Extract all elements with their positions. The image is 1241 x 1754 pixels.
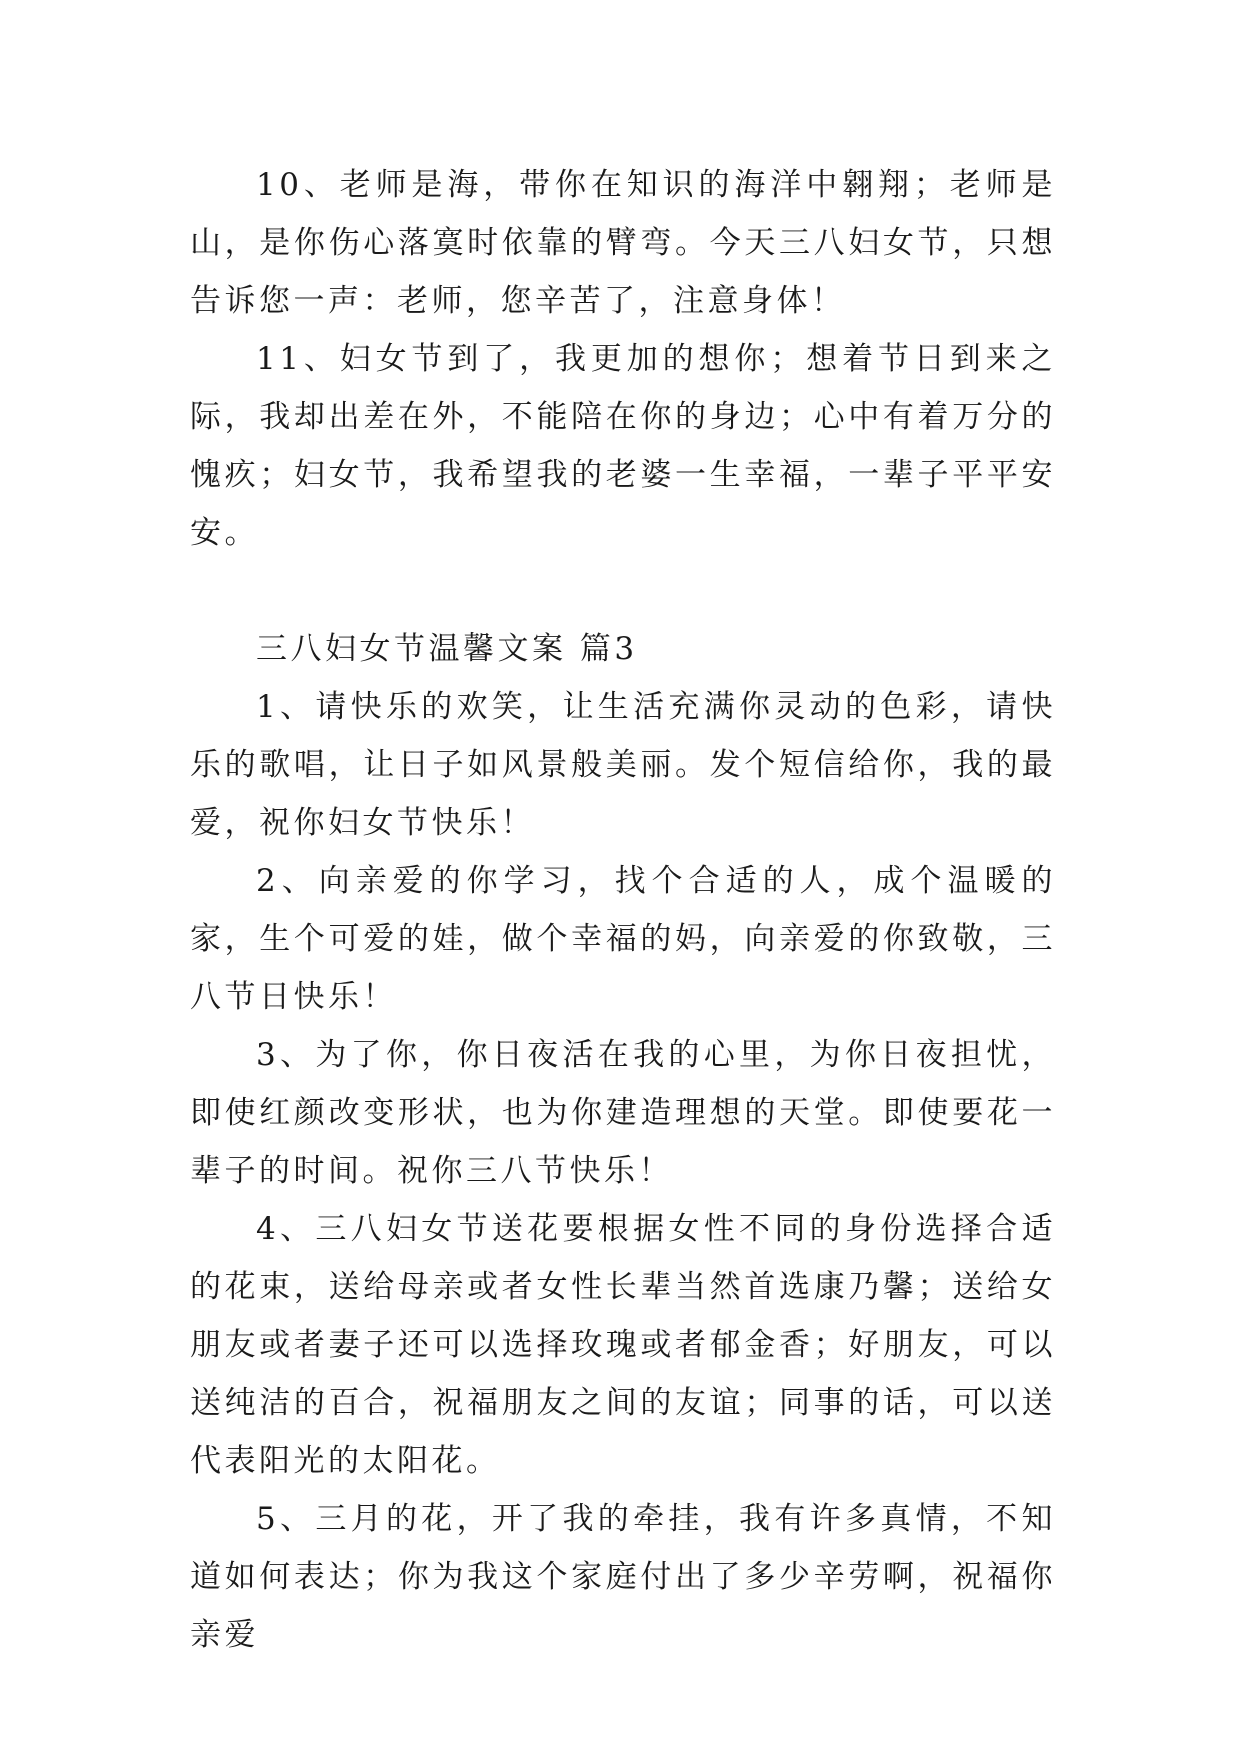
paragraph-10: 10、老师是海，带你在知识的海洋中翱翔；老师是山，是你伤心落寞时依靠的臂弯。今天三八妇女节，只想告诉您一声：老师，您辛苦了，注意身体！ bbox=[190, 167, 1056, 319]
paragraph-11: 11、妇女节到了，我更加的想你；想着节日到来之际，我却出差在外，不能陪在你的身边；心中有着万分的愧疚；妇女节，我希望我的老婆一生幸福，一辈子平平安安。 bbox=[190, 341, 1056, 551]
paragraph-4: 4、三八妇女节送花要根据女性不同的身份选择合适的花束，送给母亲或者女性长辈当然首选康乃馨；送给女朋友或者妻子还可以选择玫瑰或者郁金香；好朋友，可以送纯洁的百合，祝福朋友之间的友谊；同事的话，可以送代表阳光的太阳花。 bbox=[190, 1211, 1056, 1479]
paragraph-2: 2、向亲爱的你学习，找个合适的人，成个温暖的家，生个可爱的娃，做个幸福的妈，向亲爱的你致敬，三八节日快乐！ bbox=[190, 863, 1056, 1015]
section-title: 三八妇女节温馨文案 篇3 bbox=[256, 631, 638, 667]
document-body bbox=[190, 156, 1056, 1664]
paragraph-1: 1、请快乐的欢笑，让生活充满你灵动的色彩，请快乐的歌唱，让日子如风景般美丽。发个短信给你，我的最爱，祝你妇女节快乐！ bbox=[190, 689, 1056, 841]
paragraph-3: 3、为了你，你日夜活在我的心里，为你日夜担忧，即使红颜改变形状，也为你建造理想的天堂。即使要花一辈子的时间。祝你三八节快乐！ bbox=[190, 1037, 1056, 1189]
paragraph-5: 5、三月的花，开了我的牵挂，我有许多真情，不知道如何表达；你为我这个家庭付出了多少辛劳啊，祝福你亲爱 bbox=[190, 1501, 1056, 1653]
